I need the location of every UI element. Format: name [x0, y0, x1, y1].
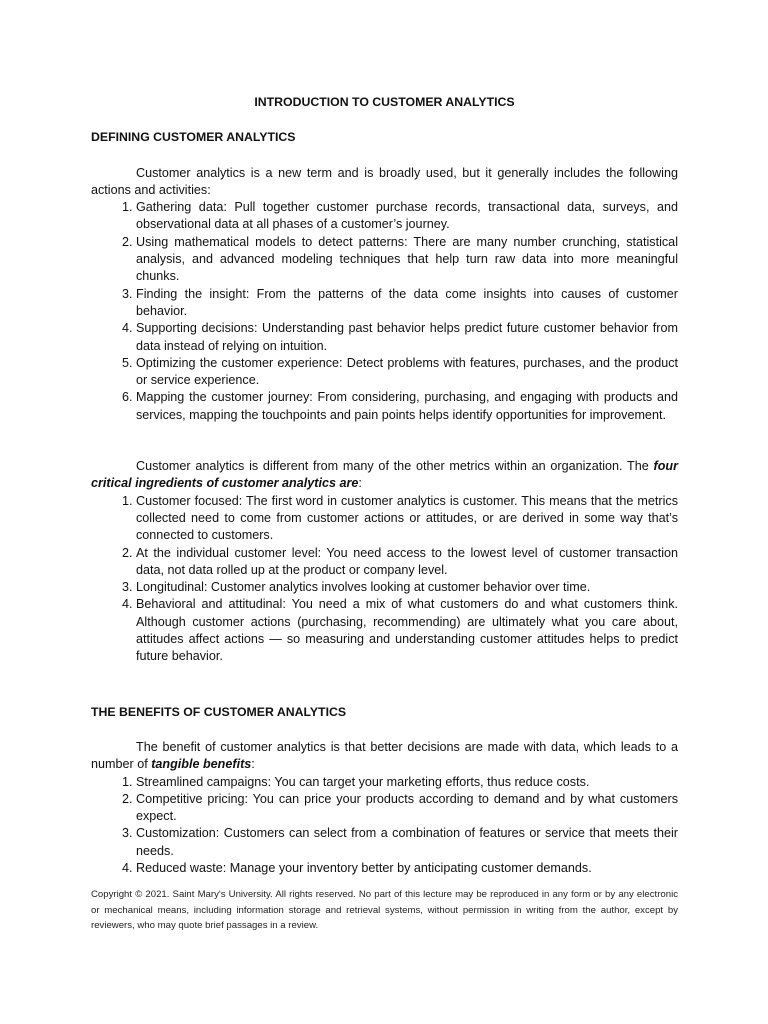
- intro-text: The benefit of customer analytics is that better decisions are made with data, which leads to a number of: [91, 739, 678, 772]
- intro-colon: :: [251, 757, 255, 772]
- benefits-list: [91, 774, 678, 878]
- document-body: [91, 94, 678, 877]
- list-item: 4. Behavioral and attitudinal: You need a mix of what customers do and what customers think. Although customer actions (purchasing, recommending) are ultimately what you care about, attitudes affect actions — so measuring and understanding customer attitudes helps to predict future behavior.: [136, 596, 678, 665]
- list-item: 2. At the individual customer level: You need access to the lowest level of customer transaction data, not data rolled up at the product or company level.: [136, 545, 678, 580]
- intro-text: Customer analytics is different from many of the other metrics within an organization. The: [136, 459, 654, 474]
- list-item: 2. Competitive pricing: You can price your products according to demand and by what customers expect.: [136, 791, 678, 826]
- emphasis-text: tangible benefits: [151, 757, 252, 772]
- section-intro-benefits: [91, 739, 678, 774]
- section-intro-ingredients: [91, 458, 678, 493]
- list-item: 3. Finding the insight: From the patterns of the data come insights into causes of customer behavior.: [136, 286, 678, 321]
- list-item: 3. Customization: Customers can select from a combination of features or service that meets their needs.: [136, 825, 678, 860]
- document-title: INTRODUCTION TO CUSTOMER ANALYTICS: [254, 95, 515, 109]
- list-item: 5. Optimizing the customer experience: Detect problems with features, purchases, and the product or service experience.: [136, 355, 678, 390]
- list-item: 6. Mapping the customer journey: From considering, purchasing, and engaging with products and services, mapping the touchpoints and pain points helps identify opportunities for improvement.: [136, 389, 678, 424]
- spacer: [91, 424, 678, 458]
- activities-list: [91, 199, 678, 424]
- list-item: 4. Reduced waste: Manage your inventory better by anticipating customer demands.: [136, 860, 678, 877]
- intro-colon: :: [358, 476, 362, 491]
- list-item: 1. Gathering data: Pull together customer purchase records, transactional data, surveys, and observational data at all phases of a customer’s journey.: [136, 199, 678, 234]
- list-item: 1. Customer focused: The first word in customer analytics is customer. This means that the metrics collected need to come from customer actions or attitudes, or are derived in some way that’s connected to customers.: [136, 493, 678, 545]
- list-item: 4. Supporting decisions: Understanding past behavior helps predict future customer behavior from data instead of relying on intuition.: [136, 320, 678, 355]
- section-intro-defining: Customer analytics is a new term and is broadly used, but it generally includes the following actions and activities:: [91, 165, 678, 197]
- section-heading-benefits: THE BENEFITS OF CUSTOMER ANALYTICS: [91, 704, 347, 719]
- ingredients-list: [91, 493, 678, 666]
- list-item: 2. Using mathematical models to detect patterns: There are many number crunching, statistical analysis, and advanced modeling techniques that help turn raw data into more meaningful chunks.: [136, 234, 678, 286]
- list-item: 1. Streamlined campaigns: You can target your marketing efforts, thus reduce costs.: [136, 774, 678, 791]
- list-item: 3. Longitudinal: Customer analytics involves looking at customer behavior over time.: [136, 579, 678, 596]
- section-heading-defining: DEFINING CUSTOMER ANALYTICS: [91, 130, 296, 145]
- spacer: [91, 666, 678, 704]
- copyright-notice: Copyright © 2021. Saint Mary's University. All rights reserved. No part of this lecture may be reproduced in any form or by any electronic or mechanical means, including information storage and retrieval systems, without permission in writing from the author, except by reviewers, who may quote brief passages in a review.: [91, 889, 678, 931]
- emphasis-text: four critical ingredients of customer analytics are: [91, 459, 678, 491]
